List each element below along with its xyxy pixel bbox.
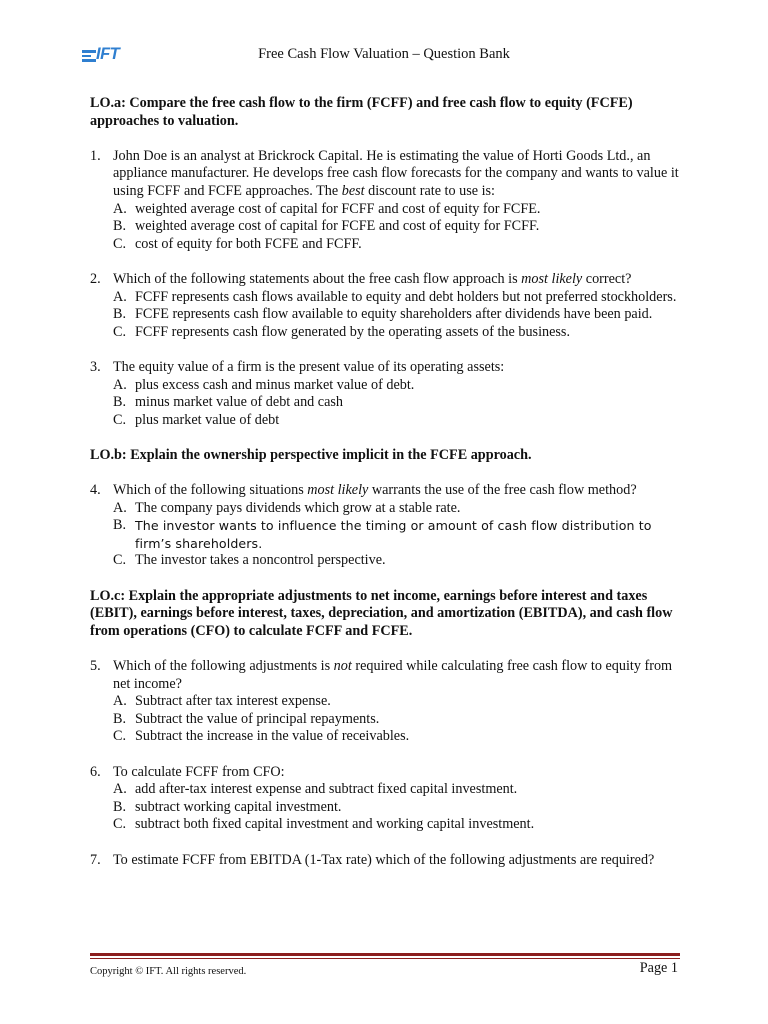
question-2: [90, 271, 690, 289]
question-number: 1.: [90, 147, 101, 164]
option-b: B. The investor wants to influence the timing or amount of cash flow distribution to firm’s shareholders.: [113, 517, 652, 551]
question-number: 6.: [90, 763, 101, 780]
option-a: A. weighted average cost of capital for FCFF and cost of equity for FCFE.: [113, 200, 541, 217]
question-text: Which of the following situations most likely warrants the use of the free cash flow method?: [113, 482, 637, 499]
option-c: C. subtract both fixed capital investment and working capital investment.: [113, 816, 535, 833]
emphasis: best: [341, 182, 365, 199]
lo-heading-b: LO.b: Explain the ownership perspective implicit in the FCFE approach.: [90, 446, 532, 463]
question-number: 4.: [90, 482, 101, 499]
option-b: B. Subtract the value of principal repayments.: [113, 710, 380, 727]
option-c: C. The investor takes a noncontrol perspective.: [113, 552, 386, 569]
footer-page-number: Page 1: [639, 960, 678, 976]
option-c: C. plus market value of debt: [113, 411, 280, 428]
question-bank-content: [90, 95, 690, 869]
options-list: [113, 781, 690, 834]
question-number: 5.: [90, 658, 101, 674]
question-text: Which of the following adjustments is not required while calculating free cash flow to equity from net income?: [113, 658, 673, 692]
option-a: A. add after-tax interest expense and subtract fixed capital investment.: [113, 781, 518, 798]
option-b: B. weighted average cost of capital for FCFE and cost of equity for FCFF.: [113, 218, 540, 235]
options-list: [113, 201, 690, 254]
footer-copyright: Copyright © IFT. All rights reserved.: [90, 966, 247, 977]
question-3: [90, 359, 690, 377]
question-1: [90, 148, 690, 201]
option-a: A. Subtract after tax interest expense.: [113, 693, 331, 710]
option-b: B. FCFE represents cash flow available to equity shareholders after dividends have been paid.: [113, 306, 653, 323]
options-list: [113, 289, 690, 342]
emphasis: most likely: [521, 270, 583, 287]
options-list: [113, 693, 690, 746]
question-text: John Doe is an analyst at Brickrock Capital. He is estimating the value of Horti Goods Ltd., an appliance manufacturer. He develops free cash flow forecasts for the company and wants to value it using FCFF and FCFE approaches. The best discount rate to use is:: [113, 147, 679, 199]
option-a: A. The company pays dividends which grow at a stable rate.: [113, 499, 461, 516]
footer-rule: [90, 953, 680, 956]
emphasis: not: [333, 658, 352, 674]
page-header-title: Free Cash Flow Valuation – Question Bank: [258, 46, 510, 62]
question-6: [90, 764, 690, 782]
footer-rule-thin: [90, 958, 680, 959]
option-a: A. plus excess cash and minus market value of debt.: [113, 376, 415, 393]
question-7: [90, 852, 690, 870]
lo-heading-a: LO.a: Compare the free cash flow to the firm (FCFF) and free cash flow to equity (FCFE) approaches to valuation.: [90, 95, 633, 129]
option-c: C. cost of equity for both FCFE and FCFF.: [113, 235, 362, 252]
option-b: B. subtract working capital investment.: [113, 798, 342, 815]
question-text: The equity value of a firm is the present value of its operating assets:: [113, 358, 505, 375]
question-text: Which of the following statements about the free cash flow approach is most likely correct?: [113, 270, 632, 287]
question-number: 3.: [90, 358, 101, 375]
options-list: [113, 377, 690, 430]
emphasis: most likely: [307, 482, 369, 499]
question-text: To calculate FCFF from CFO:: [113, 763, 285, 780]
options-list: [113, 500, 690, 570]
lo-heading-c: LO.c: Explain the appropriate adjustments to net income, earnings before interest and taxes (EBIT), earnings before interest, taxes, depreciation, and amortization (EBITDA), and cash flow from operations (CFO) to calculate FCFF and FCFE.: [90, 587, 673, 639]
question-5: [90, 658, 690, 693]
option-c: C. FCFF represents cash flow generated by the operating assets of the business.: [113, 323, 570, 340]
logo-text: IFT: [96, 45, 120, 63]
option-b: B. minus market value of debt and cash: [113, 394, 344, 411]
question-number: 2.: [90, 270, 101, 287]
question-4: [90, 482, 690, 500]
option-a: A. FCFF represents cash flows available to equity and debt holders but not preferred stockholders.: [113, 288, 677, 305]
question-number: 7.: [90, 851, 101, 868]
option-c: C. Subtract the increase in the value of receivables.: [113, 728, 410, 745]
question-text: To estimate FCFF from EBITDA (1-Tax rate) which of the following adjustments are required?: [113, 851, 655, 868]
